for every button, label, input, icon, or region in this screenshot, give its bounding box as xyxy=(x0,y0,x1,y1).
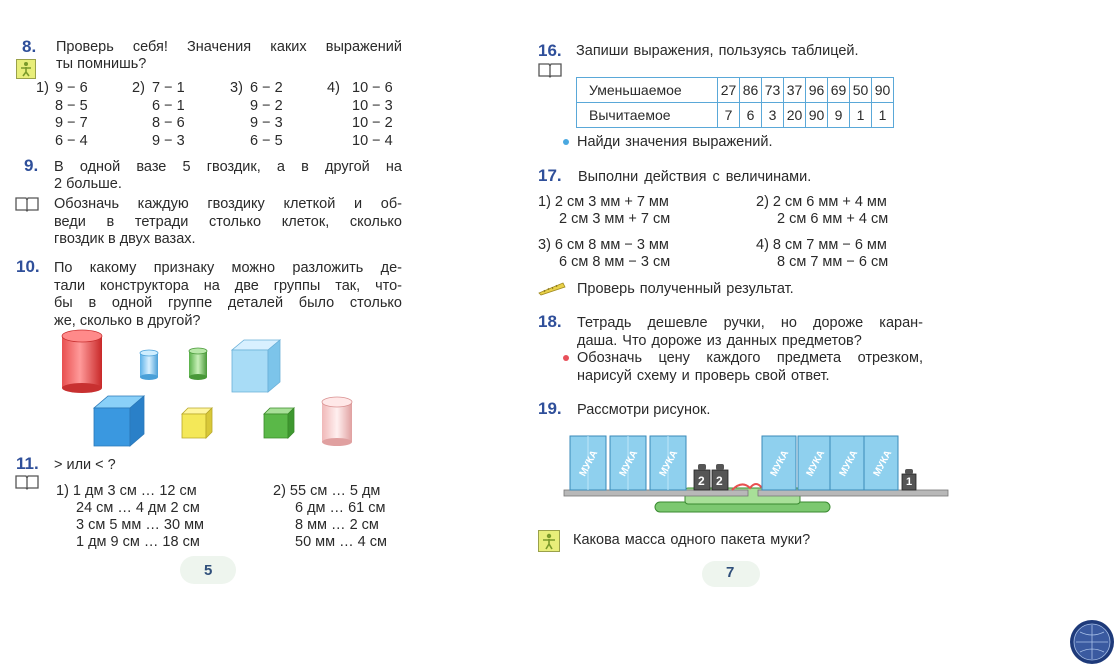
weight-label: 2 xyxy=(698,474,705,488)
table-header-minuend: Уменьшаемое xyxy=(577,78,718,103)
task-9-text-2: 2 больше. xyxy=(54,176,122,192)
page-number-left: 5 xyxy=(204,562,213,579)
task-11-text: > или < ? xyxy=(54,457,116,473)
task-10-text-2: тали конструктора на две группы так, что- xyxy=(54,277,402,294)
task-11-number: 11. xyxy=(16,454,39,473)
book-icon xyxy=(15,474,39,490)
task-10-number: 10. xyxy=(16,257,40,276)
bag-label: МУКА xyxy=(617,448,641,479)
task-19-question: Какова масса одного пакета муки? xyxy=(573,532,811,548)
red-bullet xyxy=(563,355,569,361)
bag-label: МУКА xyxy=(871,448,895,479)
task-18-number: 18. xyxy=(538,312,562,331)
task-19-number: 19. xyxy=(538,399,562,418)
bag-label: МУКА xyxy=(768,448,792,479)
task-18-text-1: Тетрадь дешевле ручки, но дороже каран- xyxy=(577,315,923,331)
table-row: Вычитаемое 7 6 3 20 90 9 1 1 xyxy=(577,103,894,128)
table-header-subtrahend: Вычитаемое xyxy=(577,103,718,128)
task-9-number: 9. xyxy=(24,156,39,175)
task-10-text-3: бы в одной группе деталей было столько xyxy=(54,295,402,311)
task-16-number: 16. xyxy=(538,41,562,60)
book-icon xyxy=(15,196,39,212)
page-number-right: 7 xyxy=(726,564,735,581)
yellow-cube xyxy=(182,408,212,438)
red-cylinder xyxy=(62,330,102,393)
weight-label: 2 xyxy=(716,474,723,488)
blue-bullet xyxy=(563,139,569,145)
task-8-text-2: ты помнишь? xyxy=(56,56,147,72)
task-16-bullet: Найди значения выражений. xyxy=(577,134,773,150)
task-18-bullet-2: нарисуй схему и проверь свой ответ. xyxy=(577,367,830,384)
book-icon xyxy=(538,62,562,78)
task-16-text: Запиши выражения, пользуясь таблицей. xyxy=(576,43,859,59)
green-cube xyxy=(264,408,294,438)
task-17-check: Проверь полученный результат. xyxy=(577,281,794,297)
green-cylinder xyxy=(189,348,207,380)
self-check-icon xyxy=(16,59,36,79)
table-row: Уменьшаемое 27 86 73 37 96 69 50 90 xyxy=(577,78,894,103)
task-17-text: Выполни действия с величинами. xyxy=(578,169,812,185)
task-10-text-1: По какому признаку можно разложить де- xyxy=(54,260,402,276)
bag-label: МУКА xyxy=(657,448,681,479)
globe-emblem-icon xyxy=(1068,616,1116,666)
task-18-bullet-1: Обозначь цену каждого предмета отрезком, xyxy=(577,350,923,366)
light-blue-cube xyxy=(232,340,280,392)
bag-label: МУКА xyxy=(577,448,601,479)
task-10-text-4: же, сколько в другой? xyxy=(54,312,201,329)
blue-cylinder xyxy=(140,350,158,380)
task-19-text: Рассмотри рисунок. xyxy=(577,402,711,418)
task-8-number: 8. xyxy=(22,37,37,56)
task-18-text-2: даша. Что дороже из данных предметов? xyxy=(577,332,862,349)
task-9-text-1: В одной вазе 5 гвоздик, а в другой на xyxy=(54,159,402,175)
minuend-subtrahend-table xyxy=(576,77,894,128)
ruler-icon xyxy=(538,282,566,296)
pink-cylinder xyxy=(322,397,352,446)
bag-label: МУКА xyxy=(837,448,861,479)
task-8-text-1: Проверь себя! Значения каких выражений xyxy=(56,39,402,55)
bag-label: МУКА xyxy=(804,448,828,479)
constructor-shapes xyxy=(58,326,368,452)
task-9-sub-2: веди в тетради столько клеток, сколько xyxy=(54,213,402,230)
self-check-icon xyxy=(538,530,560,552)
task-9-sub-3: гвоздик в двух вазах. xyxy=(54,231,196,247)
weight-label: 1 xyxy=(906,476,913,488)
task-17-number: 17. xyxy=(538,166,562,185)
task-9-sub-1: Обозначь каждую гвоздику клеткой и об- xyxy=(54,196,402,212)
blue-cube xyxy=(94,396,144,446)
